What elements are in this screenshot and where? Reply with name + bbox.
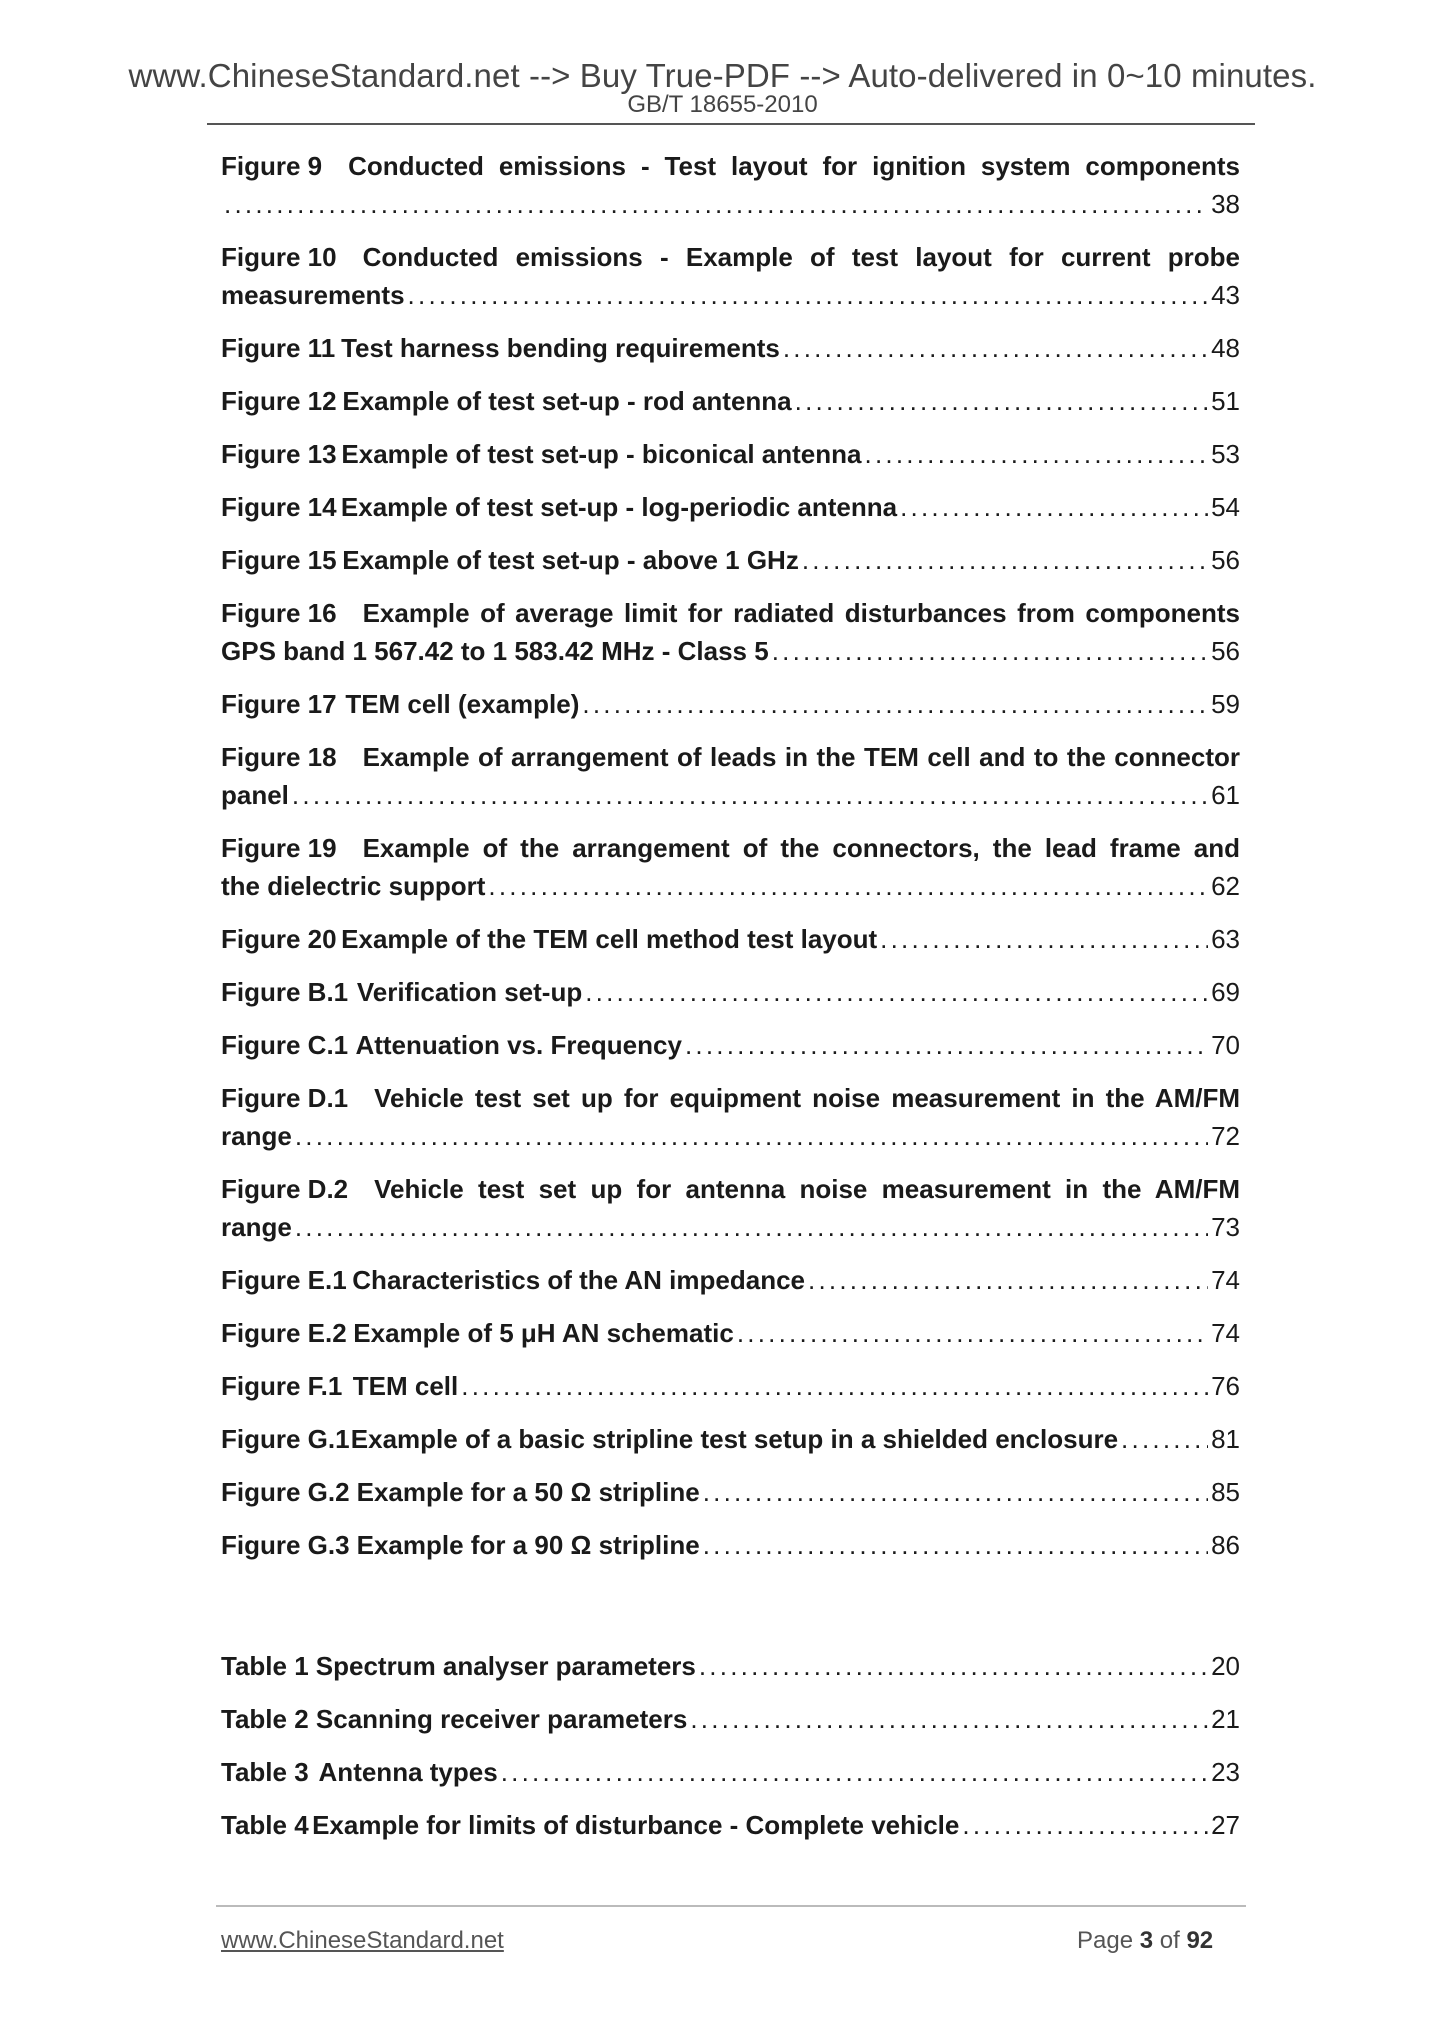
entry-line-1 bbox=[221, 738, 1240, 776]
entry-title: Example for a 90 Ω stripline bbox=[356, 1530, 700, 1560]
figure-entry[interactable] bbox=[221, 973, 1240, 1011]
entry-label: Table 3 bbox=[221, 1757, 309, 1787]
entry-label: Figure G.3 bbox=[221, 1530, 350, 1560]
dot-leader bbox=[703, 1473, 1208, 1511]
banner[interactable]: www.ChineseStandard.net --> Buy True-PDF --> Auto-delivered in 0~10 minutes. bbox=[128, 57, 1317, 94]
entry-label: Figure 18 bbox=[221, 742, 337, 772]
figure-entry[interactable] bbox=[221, 1526, 1240, 1564]
dot-leader bbox=[880, 920, 1208, 958]
dot-leader bbox=[585, 973, 1208, 1011]
figure-entry[interactable] bbox=[221, 594, 1240, 670]
page-number bbox=[1077, 1927, 1213, 1955]
figure-entry[interactable] bbox=[221, 1261, 1240, 1299]
figure-entry[interactable] bbox=[221, 1367, 1240, 1405]
entry-label: Figure G.2 bbox=[221, 1477, 350, 1507]
entry-title: Verification set-up bbox=[356, 977, 583, 1007]
entry-page-number: 48 bbox=[1211, 333, 1240, 363]
entry-line-2 bbox=[221, 1208, 1240, 1246]
entry-line-1 bbox=[221, 594, 1240, 632]
entry-title: Example of arrangement of leads in the TEM cell and to the connector bbox=[362, 742, 1240, 772]
figure-entry[interactable] bbox=[221, 685, 1240, 723]
figure-entry[interactable] bbox=[221, 541, 1240, 579]
list-of-figures bbox=[221, 147, 1240, 1579]
entry-title-continued: range bbox=[221, 1212, 292, 1242]
entry-page-number: 70 bbox=[1211, 1030, 1240, 1060]
figure-entry[interactable] bbox=[221, 920, 1240, 958]
figure-entry[interactable] bbox=[221, 829, 1240, 905]
figure-entry[interactable] bbox=[221, 1170, 1240, 1246]
entry-label: Figure E.1 bbox=[221, 1265, 347, 1295]
dot-leader bbox=[737, 1314, 1208, 1352]
entry-label: Table 1 bbox=[221, 1651, 309, 1681]
dot-leader bbox=[865, 435, 1209, 473]
dot-leader bbox=[461, 1367, 1208, 1405]
entry-page-number: 56 bbox=[1211, 636, 1240, 666]
entry-label: Figure F.1 bbox=[221, 1371, 343, 1401]
entry-title: Example of a basic stripline test setup in a shielded enclosure bbox=[350, 1424, 1119, 1454]
entry-label: Figure B.1 bbox=[221, 977, 349, 1007]
entry-label: Figure D.1 bbox=[221, 1083, 349, 1113]
figure-entry[interactable] bbox=[221, 435, 1240, 473]
entry-label: Table 4 bbox=[221, 1810, 309, 1840]
entry-page-number: 61 bbox=[1211, 780, 1240, 810]
entry-page-number: 27 bbox=[1211, 1810, 1240, 1840]
entry-page-number: 74 bbox=[1211, 1265, 1240, 1295]
entry-page-number: 63 bbox=[1211, 924, 1240, 954]
figure-entry[interactable] bbox=[221, 147, 1240, 223]
entry-page-number: 72 bbox=[1211, 1121, 1240, 1151]
list-of-tables bbox=[221, 1647, 1240, 1859]
entry-title: Example of average limit for radiated disturbances from components bbox=[362, 598, 1240, 628]
dot-leader bbox=[488, 867, 1208, 905]
entry-page-number: 56 bbox=[1211, 545, 1240, 575]
entry-label: Figure 11 bbox=[221, 333, 336, 363]
document-id: GB/T 18655-2010 bbox=[627, 91, 818, 118]
entry-title: Antenna types bbox=[318, 1757, 498, 1787]
figure-entry[interactable] bbox=[221, 1420, 1240, 1458]
entry-label: Figure 17 bbox=[221, 689, 337, 719]
entry-page-number: 53 bbox=[1211, 439, 1240, 469]
entry-page-number: 73 bbox=[1211, 1212, 1240, 1242]
entry-title: Test harness bending requirements bbox=[341, 333, 780, 363]
entry-title: Example of test set-up - rod antenna bbox=[342, 386, 792, 416]
dot-leader bbox=[795, 382, 1208, 420]
figure-entry[interactable] bbox=[221, 738, 1240, 814]
table-entry[interactable] bbox=[221, 1647, 1240, 1685]
entry-title-continued: GPS band 1 567.42 to 1 583.42 MHz - Class 5 bbox=[221, 636, 769, 666]
entry-title: Example of test set-up - above 1 GHz bbox=[342, 545, 799, 575]
dot-leader bbox=[699, 1647, 1208, 1685]
entry-page-number: 85 bbox=[1211, 1477, 1240, 1507]
table-entry[interactable] bbox=[221, 1700, 1240, 1738]
entry-line-2 bbox=[221, 632, 1240, 670]
dot-leader bbox=[408, 276, 1209, 314]
entry-line-1 bbox=[221, 147, 1240, 185]
dot-leader bbox=[690, 1700, 1208, 1738]
dot-leader bbox=[292, 776, 1208, 814]
entry-line-1 bbox=[221, 1170, 1240, 1208]
entry-title-continued: panel bbox=[221, 780, 289, 810]
entry-line-1 bbox=[221, 829, 1240, 867]
entry-line-2 bbox=[221, 776, 1240, 814]
page-prefix: Page bbox=[1077, 1927, 1134, 1954]
entry-title: Example of the TEM cell method test layout bbox=[341, 924, 878, 954]
entry-line-2 bbox=[221, 185, 1240, 223]
entry-title: Example of the arrangement of the connectors, the lead frame and bbox=[362, 833, 1240, 863]
entry-page-number: 51 bbox=[1211, 386, 1240, 416]
entry-page-number: 62 bbox=[1211, 871, 1240, 901]
entry-label: Figure G.1 bbox=[221, 1424, 350, 1454]
entry-title: Vehicle test set up for antenna noise measurement in the AM/FM bbox=[374, 1174, 1240, 1204]
entry-page-number: 21 bbox=[1211, 1704, 1240, 1734]
entry-title: Example for limits of disturbance - Complete vehicle bbox=[312, 1810, 960, 1840]
entry-label: Figure 13 bbox=[221, 439, 337, 469]
entry-page-number: 43 bbox=[1211, 280, 1240, 310]
entry-label: Figure C.1 bbox=[221, 1030, 349, 1060]
entry-label: Figure 12 bbox=[221, 386, 337, 416]
page-current: 3 bbox=[1139, 1927, 1154, 1954]
footer-divider bbox=[216, 1905, 1246, 1907]
entry-label: Figure 19 bbox=[221, 833, 337, 863]
dot-leader bbox=[802, 541, 1208, 579]
table-entry[interactable] bbox=[221, 1753, 1240, 1791]
entry-title-continued: measurements bbox=[221, 280, 405, 310]
entry-title: TEM cell bbox=[352, 1371, 459, 1401]
entry-page-number: 81 bbox=[1211, 1424, 1240, 1454]
figure-entry[interactable] bbox=[221, 382, 1240, 420]
entry-title: Example of 5 μH AN schematic bbox=[353, 1318, 734, 1348]
footer-website-link[interactable]: www.ChineseStandard.net bbox=[221, 1927, 504, 1954]
entry-page-number: 76 bbox=[1211, 1371, 1240, 1401]
entry-label: Figure D.2 bbox=[221, 1174, 349, 1204]
dot-leader bbox=[295, 1117, 1208, 1155]
dot-leader bbox=[962, 1806, 1208, 1844]
figure-entry[interactable] bbox=[221, 1473, 1240, 1511]
dot-leader bbox=[703, 1526, 1208, 1564]
entry-page-number: 54 bbox=[1211, 492, 1240, 522]
dot-leader bbox=[224, 185, 1208, 223]
entry-title: TEM cell (example) bbox=[345, 689, 580, 719]
entry-line-2 bbox=[221, 867, 1240, 905]
entry-title: Attenuation vs. Frequency bbox=[355, 1030, 682, 1060]
entry-page-number: 20 bbox=[1211, 1651, 1240, 1681]
entry-title-continued: range bbox=[221, 1121, 292, 1151]
entry-label: Figure 9 bbox=[221, 151, 323, 181]
entry-line-2 bbox=[221, 276, 1240, 314]
entry-page-number: 23 bbox=[1211, 1757, 1240, 1787]
dot-leader bbox=[900, 488, 1208, 526]
entry-page-number: 86 bbox=[1211, 1530, 1240, 1560]
dot-leader bbox=[295, 1208, 1208, 1246]
entry-label: Figure 14 bbox=[221, 492, 337, 522]
dot-leader bbox=[808, 1261, 1208, 1299]
entry-page-number: 69 bbox=[1211, 977, 1240, 1007]
entry-line-1 bbox=[221, 1079, 1240, 1117]
figure-entry[interactable] bbox=[221, 1314, 1240, 1352]
entry-line-1 bbox=[221, 238, 1240, 276]
entry-label: Figure 16 bbox=[221, 598, 337, 628]
entry-title: Example of test set-up - log-periodic antenna bbox=[340, 492, 898, 522]
entry-page-number: 59 bbox=[1211, 689, 1240, 719]
entry-page-number: 74 bbox=[1211, 1318, 1240, 1348]
entry-title: Example for a 50 Ω stripline bbox=[356, 1477, 700, 1507]
entry-title: Vehicle test set up for equipment noise measurement in the AM/FM bbox=[374, 1083, 1240, 1113]
page-of: of bbox=[1159, 1927, 1180, 1954]
figure-entry[interactable] bbox=[221, 488, 1240, 526]
entry-label: Figure 20 bbox=[221, 924, 337, 954]
figure-entry[interactable] bbox=[221, 238, 1240, 314]
entry-label: Figure 15 bbox=[221, 545, 337, 575]
entry-title: Spectrum analyser parameters bbox=[315, 1651, 696, 1681]
dot-leader bbox=[582, 685, 1208, 723]
dot-leader bbox=[783, 329, 1208, 367]
header-divider bbox=[207, 123, 1255, 125]
dot-leader bbox=[772, 632, 1208, 670]
figure-entry[interactable] bbox=[221, 1026, 1240, 1064]
entry-label: Figure E.2 bbox=[221, 1318, 347, 1348]
entry-title: Example of test set-up - biconical antenna bbox=[341, 439, 862, 469]
entry-title: Conducted emissions - Example of test layout for current probe bbox=[362, 242, 1240, 272]
dot-leader bbox=[1121, 1420, 1208, 1458]
entry-title: Conducted emissions - Test layout for ignition system components bbox=[348, 151, 1240, 181]
entry-title: Scanning receiver parameters bbox=[315, 1704, 688, 1734]
figure-entry[interactable] bbox=[221, 1079, 1240, 1155]
entry-label: Table 2 bbox=[221, 1704, 309, 1734]
table-entry[interactable] bbox=[221, 1806, 1240, 1844]
page-total: 92 bbox=[1186, 1927, 1214, 1954]
entry-title-continued: the dielectric support bbox=[221, 871, 486, 901]
entry-page-number: 38 bbox=[1211, 189, 1240, 219]
dot-leader bbox=[501, 1753, 1208, 1791]
entry-title: Characteristics of the AN impedance bbox=[352, 1265, 806, 1295]
figure-entry[interactable] bbox=[221, 329, 1240, 367]
entry-label: Figure 10 bbox=[221, 242, 337, 272]
dot-leader bbox=[685, 1026, 1208, 1064]
entry-line-2 bbox=[221, 1117, 1240, 1155]
